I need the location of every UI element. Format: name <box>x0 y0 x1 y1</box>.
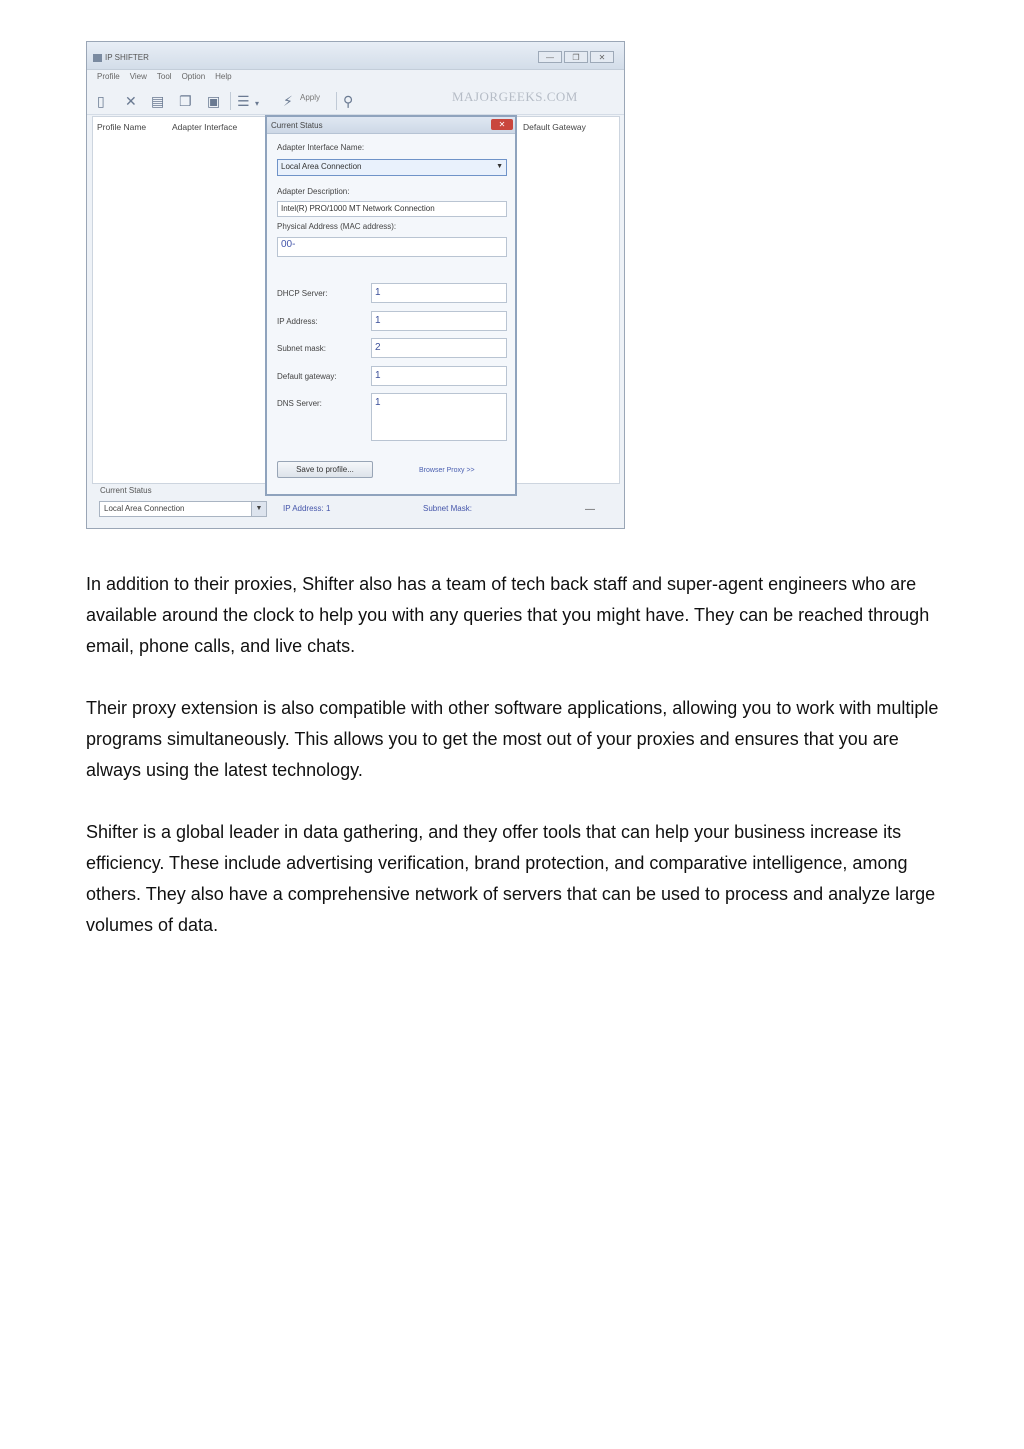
column-default-gateway[interactable]: Default Gateway <box>523 122 586 132</box>
adapter-name-value: Local Area Connection <box>281 162 362 171</box>
ip-address-field[interactable] <box>371 311 507 331</box>
apply-button[interactable]: Apply <box>300 93 321 102</box>
chevron-down-icon[interactable]: ▾ <box>255 99 260 108</box>
toolbar-separator <box>230 92 231 110</box>
mac-address-value: 00- <box>281 239 296 250</box>
menu-view[interactable]: View <box>129 72 147 81</box>
status-subnet-mask: Subnet Mask: <box>423 504 472 513</box>
browser-proxy-link[interactable]: Browser Proxy >> <box>419 467 475 474</box>
menu-option[interactable]: Option <box>181 72 206 81</box>
window-controls <box>538 51 614 63</box>
save-to-profile-button[interactable]: Save to profile... <box>277 461 373 478</box>
pin-icon[interactable]: ⚲ <box>343 93 354 109</box>
adapter-select-value: Local Area Connection <box>104 504 185 513</box>
mac-address-field <box>277 237 507 257</box>
adapter-select[interactable] <box>99 501 267 517</box>
current-status-dialog <box>265 115 517 496</box>
subnet-mask-value: 2 <box>375 342 381 353</box>
dns-server-value: 1 <box>375 397 381 408</box>
window-titlebar <box>87 42 624 70</box>
status-ip-address: IP Address: 1 <box>283 504 331 513</box>
column-adapter-interface[interactable]: Adapter Interface <box>172 122 238 132</box>
app-icon <box>93 54 102 62</box>
menu-profile[interactable]: Profile <box>97 72 120 81</box>
adapter-description-label: Adapter Description: <box>277 187 350 196</box>
article-paragraph-2: Their proxy extension is also compatible with other software applications, allowing you to work with multiple programs simultaneously. This allows you to get the most out of your proxies and ensures that you are always using the latest technology. <box>86 698 939 780</box>
status-dash: — <box>585 504 595 515</box>
adapter-description-value: Intel(R) PRO/1000 MT Network Connection <box>281 204 435 213</box>
dialog-close-button[interactable]: ✕ <box>491 119 513 130</box>
chevron-down-icon: ▼ <box>251 502 266 516</box>
subnet-mask-label: Subnet mask: <box>277 344 326 353</box>
mac-address-label: Physical Address (MAC address): <box>277 222 397 231</box>
dialog-title: Current Status <box>271 121 323 130</box>
status-label: Current Status <box>100 486 152 495</box>
list-view-icon[interactable]: ☰ <box>237 93 250 109</box>
ip-address-value: 1 <box>375 315 381 326</box>
minimize-button[interactable]: — <box>538 51 562 63</box>
default-gateway-field[interactable] <box>371 366 507 386</box>
dhcp-server-field[interactable] <box>371 283 507 303</box>
delete-icon[interactable]: ✕ <box>125 93 137 109</box>
menu-tool[interactable]: Tool <box>156 72 172 81</box>
menu-help[interactable]: Help <box>215 72 232 81</box>
default-gateway-label: Default gateway: <box>277 372 337 381</box>
lightning-icon[interactable]: ⚡ <box>283 93 293 109</box>
adapter-name-select[interactable] <box>277 159 507 176</box>
edit-icon[interactable]: ▤ <box>151 93 165 109</box>
adapter-description-field <box>277 201 507 217</box>
toolbar-separator <box>336 92 337 110</box>
column-profile-name[interactable]: Profile Name <box>97 122 147 132</box>
ip-address-label: IP Address: <box>277 317 318 326</box>
menu-bar <box>97 72 232 81</box>
dns-server-label: DNS Server: <box>277 399 322 408</box>
default-gateway-value: 1 <box>375 370 381 381</box>
dns-server-field[interactable] <box>371 393 507 441</box>
dhcp-server-value: 1 <box>375 287 381 298</box>
window-title: IP SHIFTER <box>105 53 149 62</box>
close-button[interactable]: ✕ <box>590 51 614 63</box>
copy-icon[interactable]: ❐ <box>179 93 192 109</box>
chevron-down-icon: ▼ <box>496 163 503 170</box>
subnet-mask-field[interactable] <box>371 338 507 358</box>
app-screenshot <box>86 41 625 529</box>
dialog-titlebar <box>267 117 515 134</box>
article-paragraph-3: Shifter is a global leader in data gathering, and they offer tools that can help your business increase its efficiency. These include advertising verification, brand protection, and comparative intelligence, among others. They also have a comprehensive network of servers that can be used to process and analyze large volumes of data. <box>86 822 936 935</box>
maximize-button[interactable]: ❐ <box>564 51 588 63</box>
save-icon[interactable]: ▣ <box>207 93 221 109</box>
watermark-text: MAJORGEEKS.COM <box>452 89 578 104</box>
adapter-name-label: Adapter Interface Name: <box>277 143 365 152</box>
dhcp-server-label: DHCP Server: <box>277 289 328 298</box>
new-document-icon[interactable]: ▯ <box>97 93 105 109</box>
article-paragraph-1: In addition to their proxies, Shifter also has a team of tech back staff and super-agent engineers who are available around the clock to help you with any queries that you might have. They can be reached through email, phone calls, and live chats. <box>86 574 930 656</box>
